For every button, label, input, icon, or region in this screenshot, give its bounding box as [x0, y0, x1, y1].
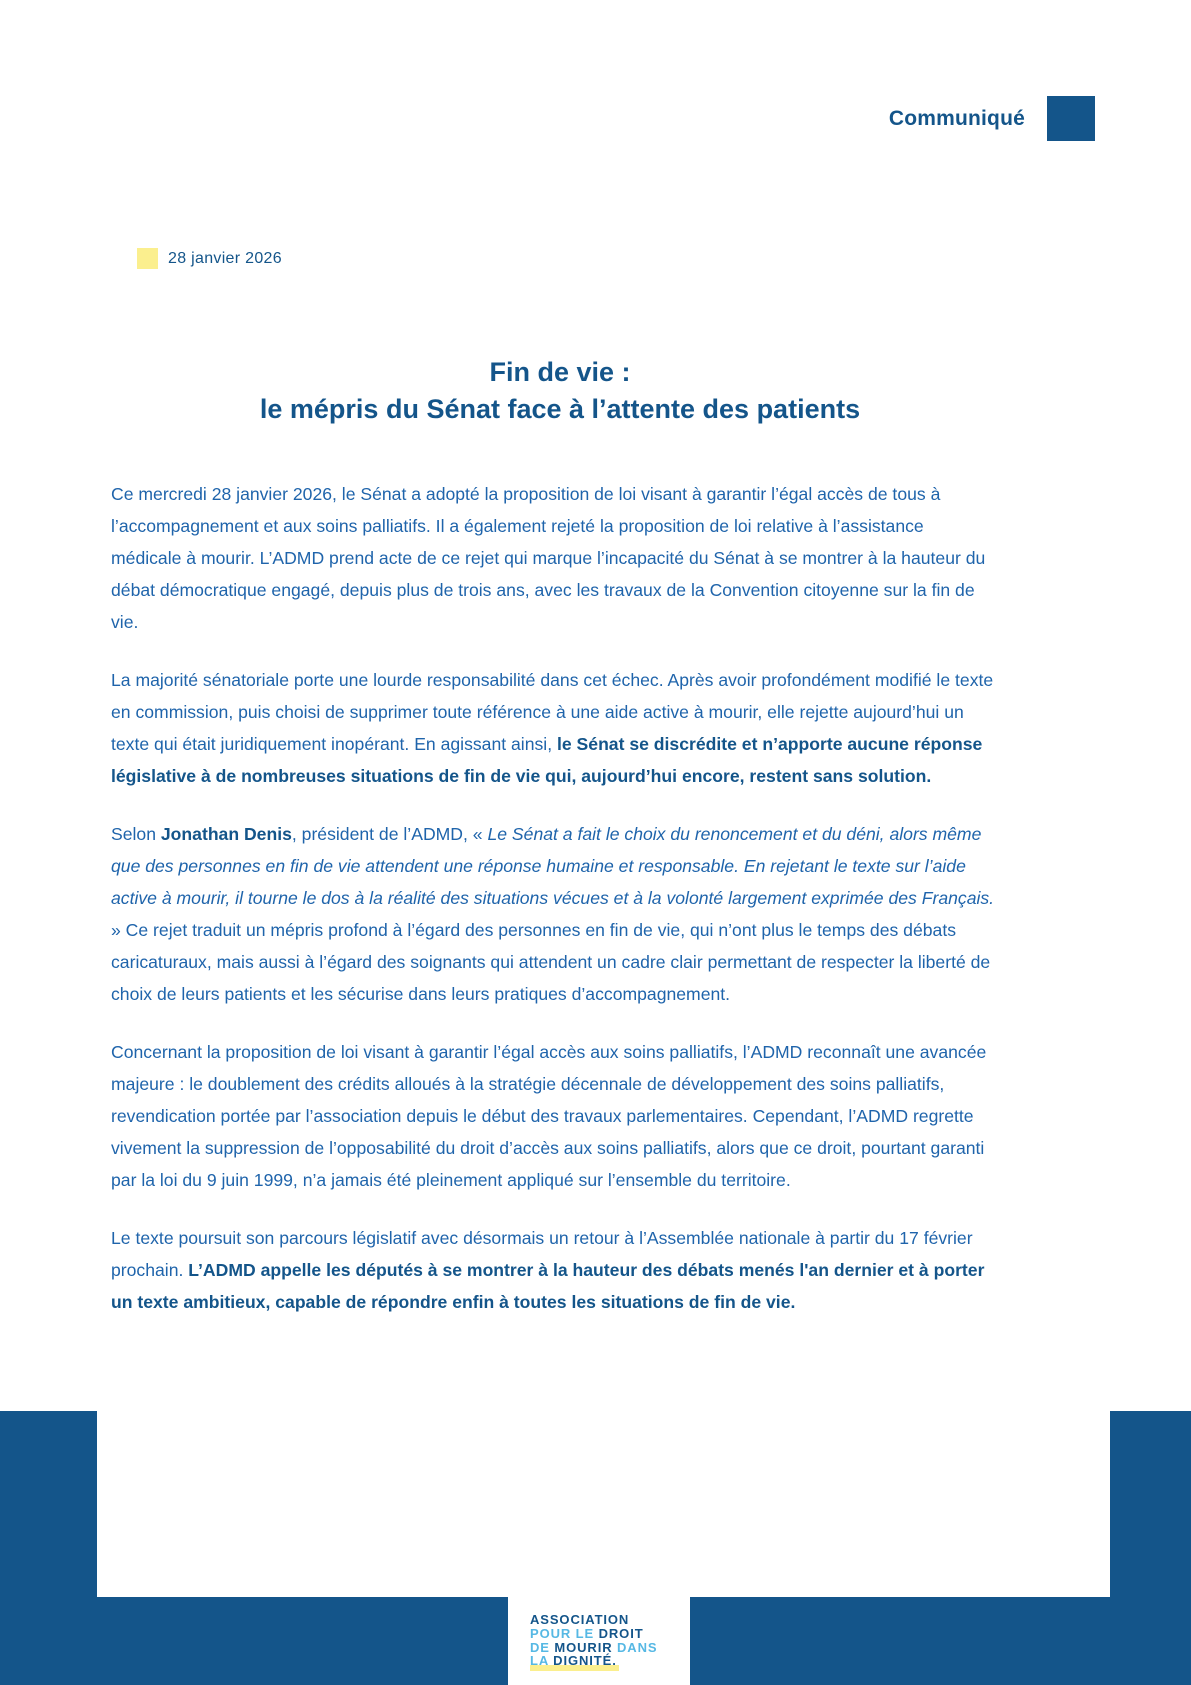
header-blue-square-icon — [1047, 96, 1095, 141]
logo-line-2-part-b: DROIT — [598, 1625, 644, 1641]
publication-date: 28 janvier 2026 — [168, 249, 282, 267]
admd-logo-text — [530, 1613, 668, 1669]
page-title-line-2: le mépris du Sénat face à l’attente des patients — [259, 394, 861, 425]
communique-label: Communiqué — [888, 106, 1025, 130]
logo-line-4 — [530, 1654, 617, 1669]
paragraph-1 — [111, 478, 996, 638]
page-title — [110, 354, 1010, 429]
paragraph-5-lead: Le texte poursuit son parcours législatif avec désormais un retour à l’Assemblée nationale à partir du 17 février prochain. — [111, 1228, 973, 1281]
paragraph-3-tail: » Ce rejet traduit un mépris profond à l’égard des personnes en fin de vie, qui n’ont plus le temps des débats caricaturaux, mais aussi à l’égard des soignants qui attendent un cadre clair permettant de respecter la liberté de choix de leurs patients et les sécurise dans leurs pratiques d’accompagnement. — [111, 920, 991, 1005]
logo-line-1: ASSOCIATION — [530, 1611, 630, 1627]
paragraph-2-emphasis: le Sénat se discrédite et n’apporte aucune réponse législative à de nombreuses situations de fin de vie qui, aujourd’hui encore, restent sans solution. — [111, 734, 983, 787]
quote-text: Le Sénat a fait le choix du renoncement et du déni, alors même que des personnes en fin de vie attendent une réponse humaine et responsable. En rejetant le texte sur l’aide active à mourir, il tourne le dos à la réalité des situations vécues et à la volonté largement exprimée des Français. — [111, 824, 995, 909]
admd-logo — [508, 1597, 690, 1685]
page-title-line-1: Fin de vie : — [489, 357, 631, 388]
paragraph-2 — [111, 664, 996, 792]
document-header — [889, 96, 1095, 141]
quote-author-name: Jonathan Denis — [160, 824, 292, 845]
dateline — [137, 248, 282, 269]
logo-line-3-part-a: DE — [530, 1639, 555, 1655]
white-content-panel — [97, 1411, 1110, 1597]
paragraph-1-text: Ce mercredi 28 janvier 2026, le Sénat a adopté la proposition de loi visant à garantir l’égal accès de tous à l’accompagnement et aux soins palliatifs. Il a également rejeté la proposition de loi relative à l’assistance médicale à mourir. L’ADMD prend acte de ce rejet qui marque l’incapacité du Sénat à se montrer à la hauteur du débat démocratique engagé, depuis plus de trois ans, avec les travaux de la Convention citoyenne sur la fin de vie. — [111, 484, 986, 633]
paragraph-4-text: Concernant la proposition de loi visant à garantir l’égal accès aux soins palliatifs, l’ADMD reconnaît une avancée majeure : le doublement des crédits alloués à la stratégie décennale de développement des soins palliatifs, revendication portée par l’association depuis le début des travaux parlementaires. Cependant, l’ADMD regrette vivement la suppression de l’opposabilité du droit d’accès aux soins palliatifs, alors que ce droit, pourtant garanti par la loi du 9 juin 1999, n’a jamais été pleinement appliqué sur l’ensemble du territoire. — [111, 1042, 987, 1191]
logo-line-3 — [530, 1641, 668, 1655]
paragraph-3-quote — [111, 818, 996, 1010]
date-yellow-square-icon — [137, 248, 158, 269]
paragraph-5-emphasis: L’ADMD appelle les députés à se montrer à la hauteur des débats menés l'an dernier et à porter un texte ambitieux, capable de répondre enfin à toutes les situations de fin de vie. — [111, 1260, 985, 1313]
quote-attribution-lead: Selon — [111, 824, 161, 845]
quote-attribution-mid: , président de l’ADMD, « — [291, 824, 488, 845]
paragraph-5 — [111, 1222, 996, 1318]
logo-line-4-part-a: LA — [530, 1653, 554, 1669]
logo-line-4-part-b: DIGNITÉ. — [553, 1653, 617, 1669]
paragraph-2-lead: La majorité sénatoriale porte une lourde responsabilité dans cet échec. Après avoir profondément modifié le texte en commission, puis choisi de supprimer toute référence à une aide active à mourir, elle rejette aujourd’hui un texte qui était juridiquement inopérant. En agissant ainsi, — [111, 670, 994, 755]
logo-line-2 — [530, 1627, 668, 1641]
logo-line-3-part-c: DANS — [617, 1639, 658, 1655]
logo-line-2-part-a: POUR LE — [530, 1625, 599, 1641]
logo-line-3-part-b: MOURIR — [554, 1639, 618, 1655]
article-body — [111, 478, 996, 1318]
paragraph-4 — [111, 1036, 996, 1196]
